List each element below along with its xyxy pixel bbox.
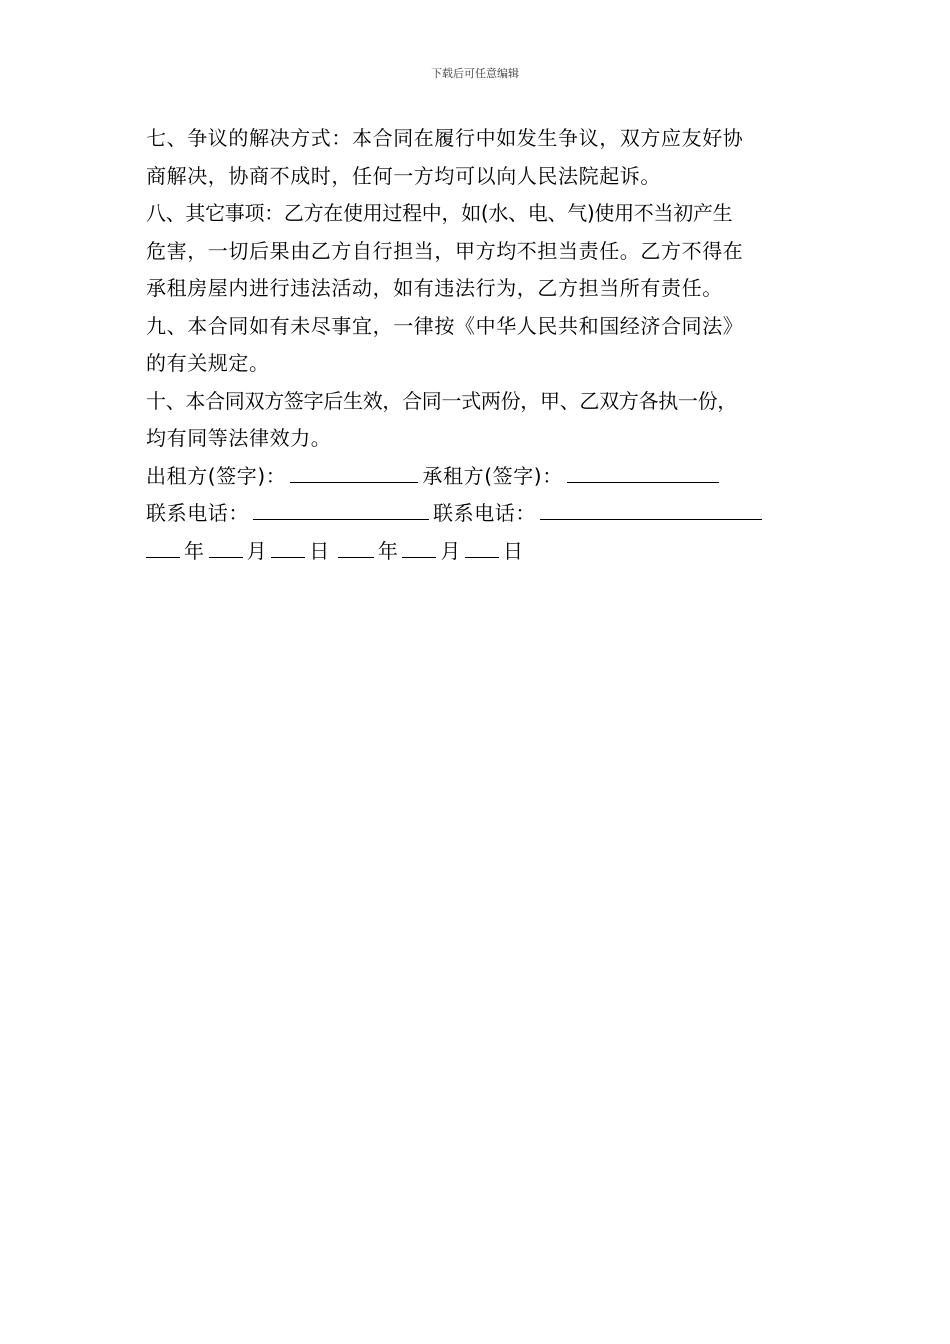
clause-line: 七、争议的解决方式：本合同在履行中如发生争议，双方应友好协: [146, 126, 744, 150]
lessee-signature-blank: [567, 462, 719, 483]
lessor-phone-label: 联系电话：: [146, 501, 249, 525]
lessor-month-blank: [209, 537, 243, 558]
year-label: 年: [377, 538, 399, 563]
year-label: 年: [184, 538, 205, 563]
month-label: 月: [440, 538, 462, 563]
lessee-phone-label: 联系电话：: [433, 501, 536, 525]
day-label: 日: [309, 538, 330, 563]
lessor-phone-blank: [253, 499, 429, 520]
clause-line: 商解决，协商不成时，任何一方均可以向人民法院起诉。: [146, 163, 661, 188]
clause-10: [146, 383, 836, 458]
lessor-signature-label: 出租方(签字)：: [146, 463, 287, 488]
date-row: [146, 533, 836, 571]
lessee-year-blank: [338, 537, 374, 558]
lessor-signature-blank: [290, 462, 418, 483]
lessee-phone-blank: [540, 499, 762, 520]
lessor-day-blank: [271, 537, 305, 558]
phone-row: [146, 495, 836, 533]
signature-row: [146, 458, 836, 496]
lessee-month-blank: [402, 537, 436, 558]
clause-9: [146, 308, 836, 383]
clause-line: 八、其它事项：乙方在使用过程中，如(水、电、气)使用不当初产生: [146, 201, 733, 225]
lessee-signature-label: 承租方(签字)：: [422, 463, 563, 488]
lessee-day-blank: [465, 537, 499, 558]
page-header: 下载后可任意编辑: [431, 67, 519, 80]
clause-8: [146, 195, 836, 308]
month-label: 月: [246, 538, 268, 563]
lessor-year-blank: [146, 537, 180, 558]
clause-line: 均有同等法律效力。: [146, 426, 332, 450]
clause-line: 危害，一切后果由乙方自行担当，甲方均不担当责任。乙方不得在: [146, 238, 744, 263]
contract-body: [146, 120, 836, 570]
day-label: 日: [503, 538, 524, 563]
clause-7: [146, 120, 836, 195]
clause-line: 的有关规定。: [146, 351, 270, 375]
clause-line: 十、本合同双方签字后生效，合同一式两份，甲、乙双方各执一份，: [146, 388, 737, 413]
clause-line: 九、本合同如有未尽事宜，一律按《中华人民共和国经济合同法》: [146, 313, 744, 338]
clause-line: 承租房屋内进行违法活动，如有违法行为，乙方担当所有责任。: [146, 276, 723, 300]
